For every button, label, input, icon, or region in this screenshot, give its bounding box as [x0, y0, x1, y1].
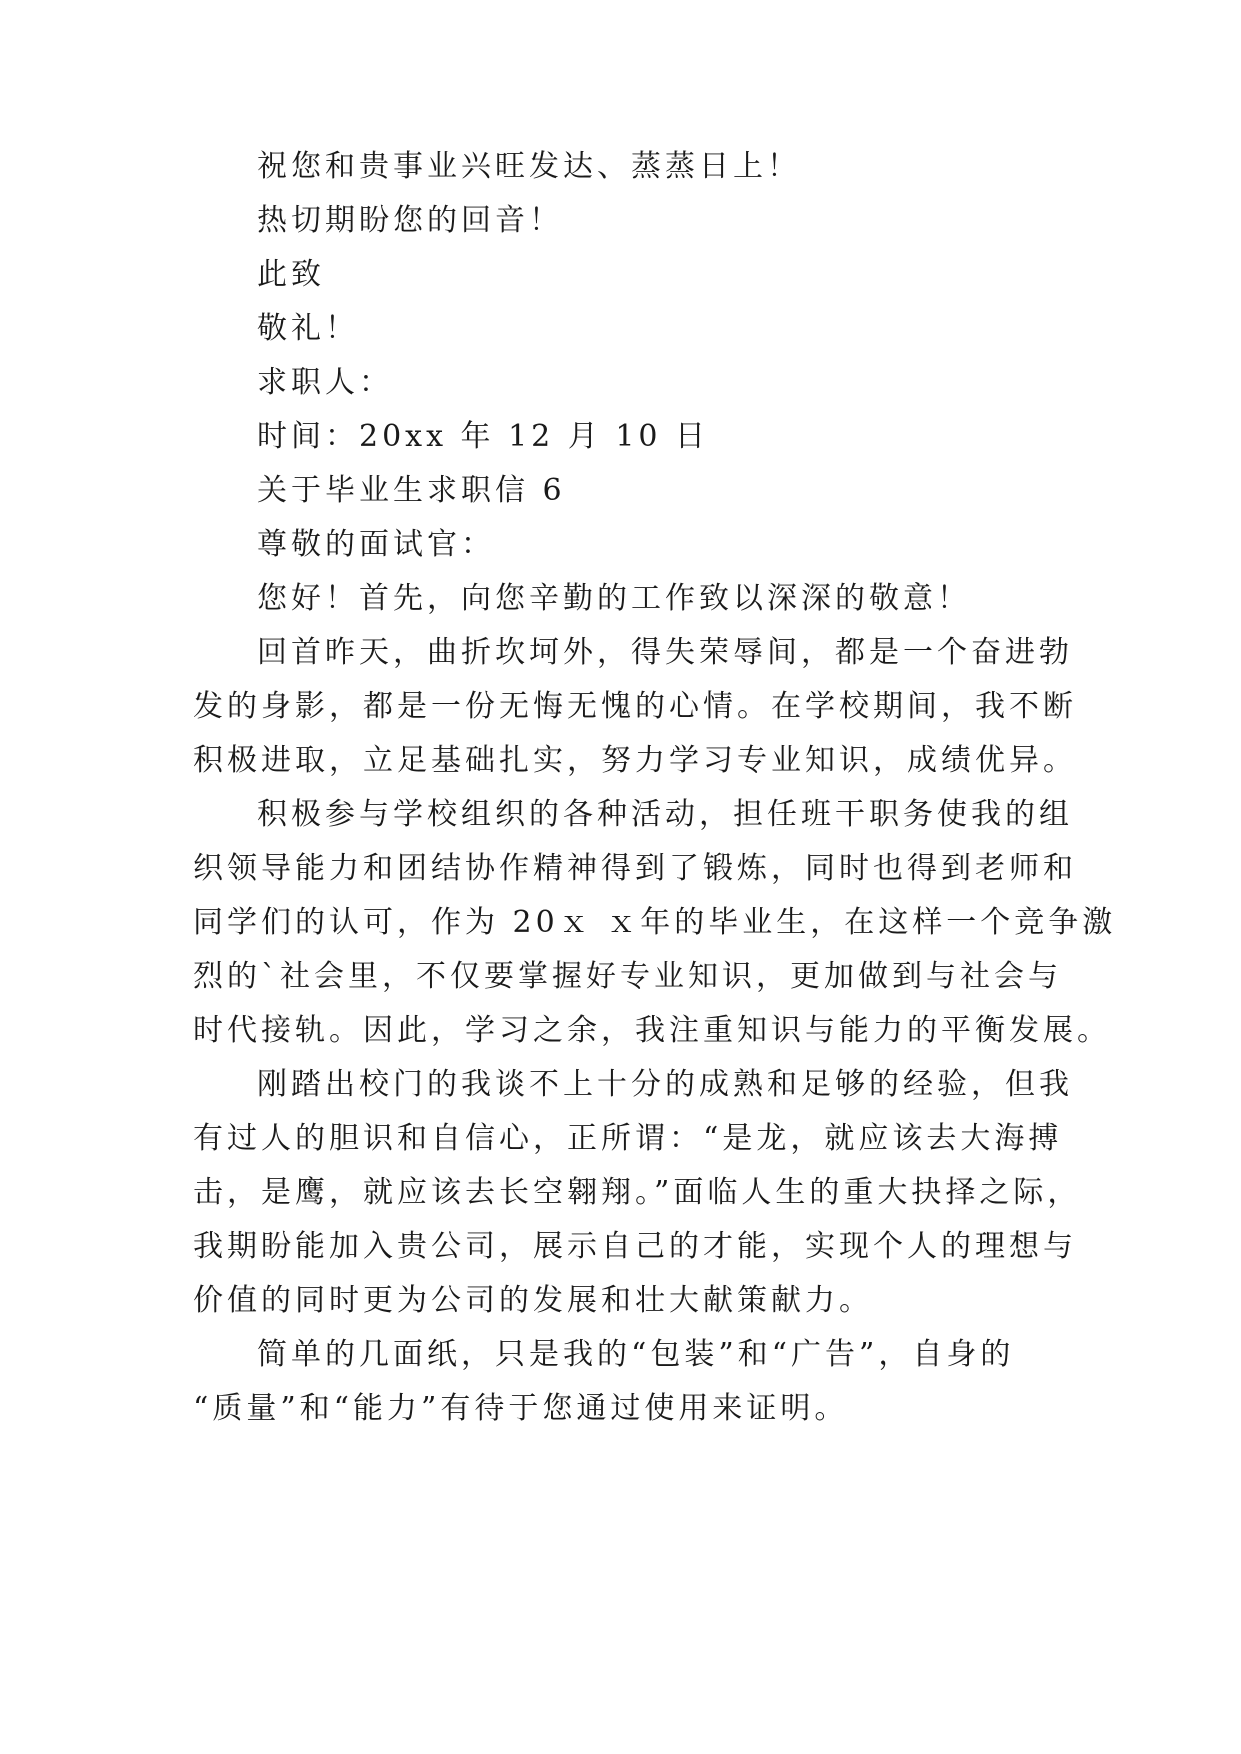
- paragraph-4-line-1: 简单的几面纸，只是我的“包装”和“广告”，自身的: [257, 1337, 1015, 1372]
- paragraph-2-line-3: 同学们的认可，作为 20ｘ ｘ年的毕业生，在这样一个竞争激: [193, 905, 1117, 940]
- salutation: 尊敬的面试官：: [257, 527, 495, 562]
- paragraph-3-line-4: 我期盼能加入贵公司，展示自己的才能，实现个人的理想与: [193, 1229, 1077, 1264]
- signature-date: 时间：20xx 年 12 月 10 日: [257, 419, 710, 454]
- closing-wish: 祝您和贵事业兴旺发达、蒸蒸日上！: [257, 149, 801, 184]
- closing-await-reply: 热切期盼您的回音！: [257, 203, 563, 238]
- paragraph-2-line-4: 烈的`社会里，不仅要掌握好专业知识，更加做到与社会与: [193, 959, 1062, 994]
- paragraph-2-line-1: 积极参与学校组织的各种活动，担任班干职务使我的组: [257, 797, 1073, 832]
- paragraph-1-line-2: 发的身影，都是一份无悔无愧的心情。在学校期间，我不断: [193, 689, 1077, 724]
- greeting: 您好！首先，向您辛勤的工作致以深深的敬意！: [257, 581, 971, 616]
- paragraph-2-line-5: 时代接轨。因此，学习之余，我注重知识与能力的平衡发展。: [193, 1013, 1111, 1048]
- paragraph-3-line-5: 价值的同时更为公司的发展和壮大献策献力。: [193, 1283, 873, 1318]
- paragraph-3-line-1: 刚踏出校门的我谈不上十分的成熟和足够的经验，但我: [257, 1067, 1073, 1102]
- paragraph-3-line-2: 有过人的胆识和自信心，正所谓：“是龙，就应该去大海搏: [193, 1121, 1063, 1156]
- paragraph-4-line-2: “质量”和“能力”有待于您通过使用来证明。: [193, 1391, 849, 1426]
- paragraph-3-line-3: 击，是鹰，就应该去长空翱翔。”面临人生的重大抉择之际，: [193, 1175, 1082, 1210]
- signature-applicant: 求职人：: [257, 365, 393, 400]
- paragraph-1-line-3: 积极进取，立足基础扎实，努力学习专业知识，成绩优异。: [193, 743, 1077, 778]
- paragraph-1-line-1: 回首昨天，曲折坎坷外，得失荣辱间，都是一个奋进勃: [257, 635, 1073, 670]
- paragraph-2-line-2: 织领导能力和团结协作精神得到了锻炼，同时也得到老师和: [193, 851, 1077, 886]
- section-title: 关于毕业生求职信 6: [257, 473, 566, 508]
- closing-jingli: 敬礼！: [257, 311, 359, 346]
- closing-cizhi: 此致: [257, 257, 325, 292]
